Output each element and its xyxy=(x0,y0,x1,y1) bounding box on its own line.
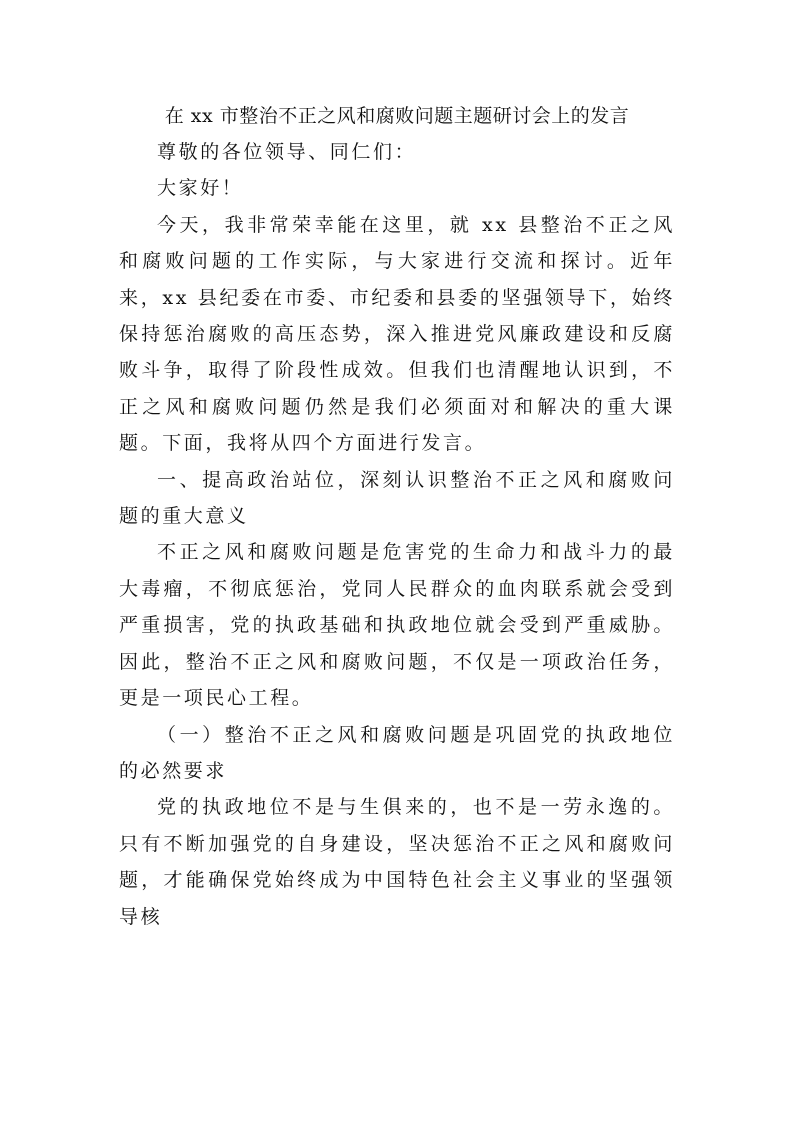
intro-paragraph: 今天，我非常荣幸能在这里，就 xx 县整治不正之风和腐败问题的工作实际，与大家进行交流和探讨。近年来，xx 县纪委在市委、市纪委和县委的坚强领导下，始终保持惩治腐败的高压态势，深入推进党风廉政建设和反腐败斗争，取得了阶段性成效。但我们也清醒地认识到，不正之风和腐败问题仍然是我们必须面对和解决的重大课题。下面，我将从四个方面进行发言。 xyxy=(119,213,675,455)
section-1-heading: 一、提高政治站位，深刻认识整治不正之风和腐败问题的重大意义 xyxy=(119,468,675,528)
document-body xyxy=(119,98,675,935)
subsection-1-paragraph: 党的执政地位不是与生俱来的，也不是一劳永逸的。只有不断加强党的自身建设，坚决惩治不正之风和腐败问题，才能确保党始终成为中国特色社会主义事业的坚强领导核 xyxy=(119,796,675,928)
salutation: 尊敬的各位领导、同仁们： xyxy=(157,141,417,163)
section-1-paragraph: 不正之风和腐败问题是危害党的生命力和战斗力的最大毒瘤，不彻底惩治，党同人民群众的血肉联系就会受到严重损害，党的执政基础和执政地位就会受到严重威胁。因此，整治不正之风和腐败问题，不仅是一项政治任务，更是一项民心工程。 xyxy=(119,541,675,710)
greeting: 大家好！ xyxy=(157,177,244,200)
document-title: 在 xx 市整治不正之风和腐败问题主题研讨会上的发言 xyxy=(164,105,630,127)
subsection-1-heading: （一）整治不正之风和腐败问题是巩固党的执政地位的必然要求 xyxy=(119,723,675,782)
